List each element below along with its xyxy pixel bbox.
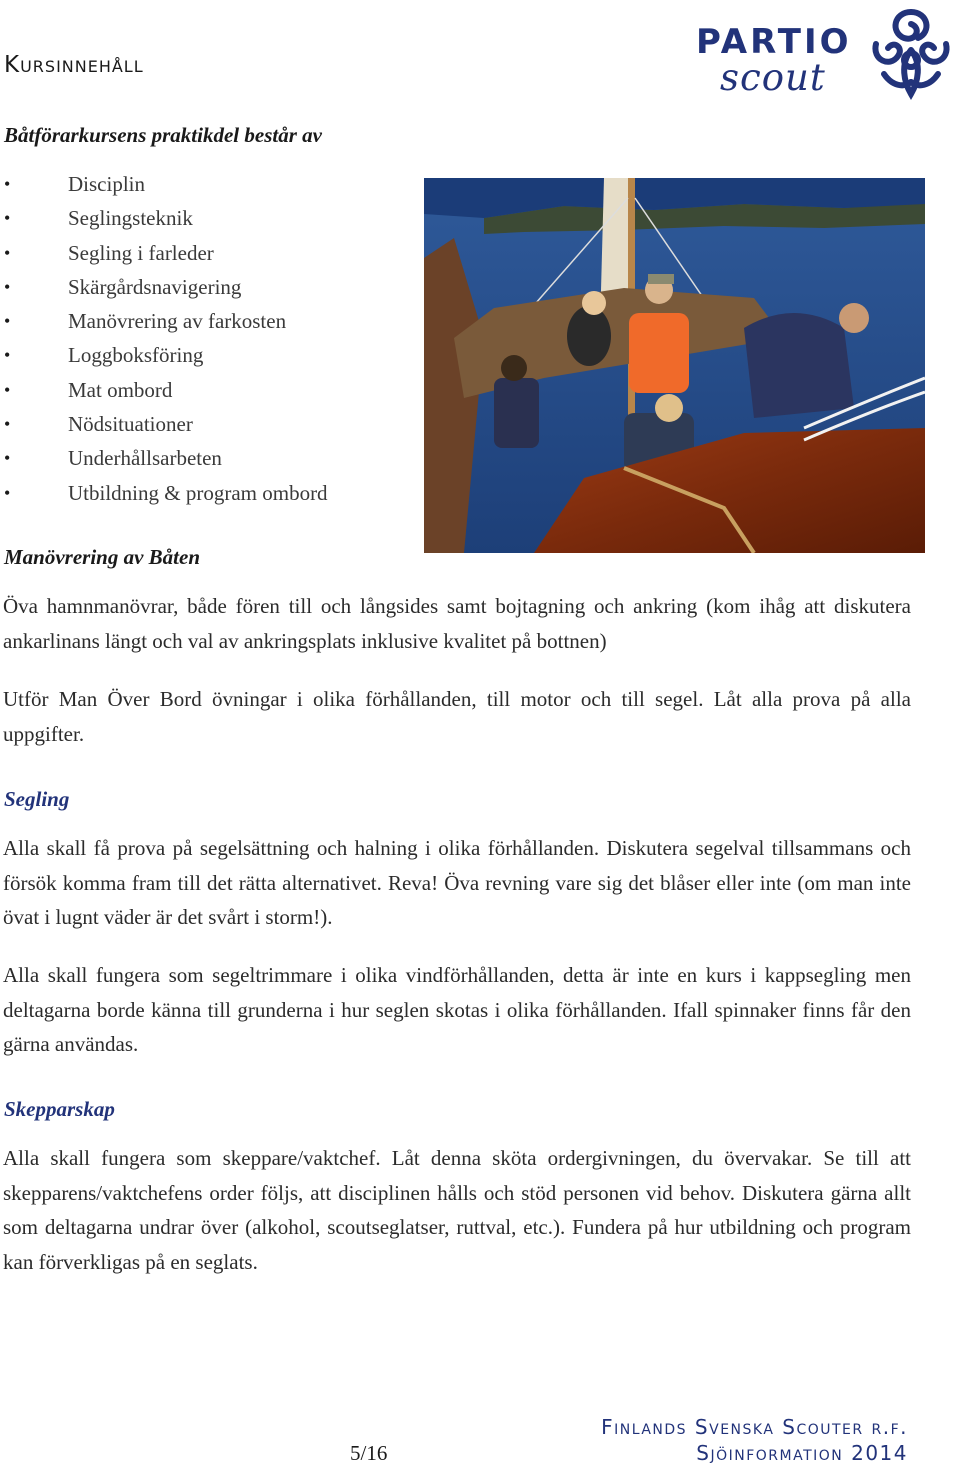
list-item: • Mat ombord — [0, 373, 328, 407]
sailing-section-title: Segling — [4, 787, 70, 811]
list-item: • Nödsituationer — [0, 407, 328, 441]
maneuvering-paragraph-2: Utför Man Över Bord övningar i olika förhållanden, till motor och till segel. Låt alla prova på alla uppgifter. — [3, 687, 911, 746]
bullet-icon: • — [4, 208, 11, 229]
bullet-icon: • — [4, 414, 11, 435]
footer-publication: Sjöinformation 2014 — [696, 1441, 908, 1465]
bullet-icon: • — [4, 379, 11, 400]
list-item: • Segling i farleder — [0, 236, 328, 270]
bullet-icon: • — [4, 345, 11, 366]
skipper-paragraph: Alla skall fungera som skeppare/vaktchef. Låt denna sköta ordergivningen, du övervakar. Se till att skepparens/vaktchefens order följs, att disciplinen hålls och stöd personen vid behov. Diskutera gärna allt som deltagarna undrar över (alkohol, scoutseglatser, ruttval, etc.). Fundera på hur utbildning och program kan förverkligas på en seglats. — [3, 1146, 911, 1274]
footer-organization: Finlands Svenska Scouter r.f. — [601, 1415, 908, 1439]
practical-section-title: Båtförarkursens praktikdel består av — [4, 123, 322, 147]
bullet-icon: • — [4, 276, 11, 297]
logo-partio-text: PARTIO — [696, 22, 852, 62]
sailing-paragraph-1: Alla skall få prova på segelsättning och halning i olika förhållanden. Diskutera segelval tillsammans och försök komma fram till det rätta alternativet. Reva! Öva revning vare sig det blåser eller inte (om man inte övat i lugnt väder är det svårt i storm!). — [3, 836, 911, 929]
list-item: • Underhållsarbeten — [0, 441, 328, 475]
bullet-icon: • — [4, 311, 11, 332]
partio-scout-logo — [694, 4, 958, 104]
sailing-boat-photo — [424, 178, 925, 553]
logo-scout-text: scout — [720, 56, 826, 99]
practical-items-list — [0, 167, 328, 510]
scout-emblem-icon — [864, 4, 958, 102]
list-item: • Skärgårdsnavigering — [0, 270, 328, 304]
bullet-icon: • — [4, 242, 11, 263]
page-number: 5/16 — [350, 1441, 388, 1465]
sailing-paragraph-2: Alla skall fungera som segeltrimmare i olika vindförhållanden, detta är inte en kurs i kappsegling men deltagarna borde känna till grunderna i hur seglen skotas i olika förhållanden. Ifall spinnaker finns får den gärna användas. — [3, 963, 911, 1056]
document-heading: Kursinnehåll — [4, 52, 144, 78]
list-item: • Disciplin — [0, 167, 328, 201]
bullet-icon: • — [4, 482, 11, 503]
list-item: • Seglingsteknik — [0, 201, 328, 235]
maneuvering-paragraph-1: Öva hamnmanövrar, både fören till och långsides samt bojtagning och ankring (kom ihåg att diskutera ankarlinans längt och val av ankringsplats inklusive kvalitet på bottnen) — [3, 594, 911, 653]
skipper-section-title: Skepparskap — [4, 1097, 115, 1121]
list-item: • Loggboksföring — [0, 338, 328, 372]
list-item: • Manövrering av farkosten — [0, 304, 328, 338]
maneuvering-section-title: Manövrering av Båten — [4, 545, 201, 569]
list-item: • Utbildning & program ombord — [0, 476, 328, 510]
bullet-icon: • — [4, 174, 11, 194]
bullet-icon: • — [4, 448, 11, 469]
